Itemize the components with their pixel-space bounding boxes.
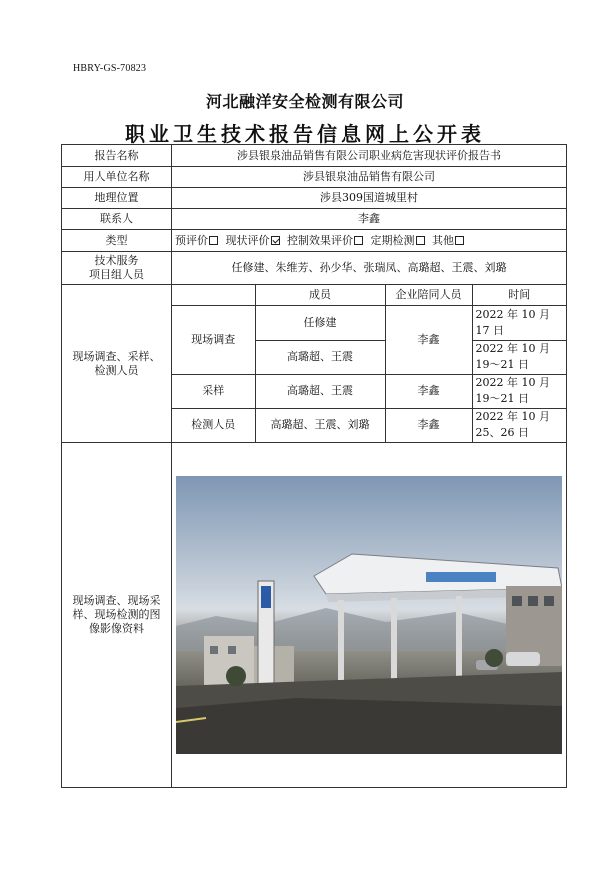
survey-time-1: 2022 年 10 月 17 日	[472, 305, 566, 340]
row-location	[62, 188, 567, 209]
sampling-escort: 李鑫	[385, 374, 472, 408]
checkbox-icon[interactable]	[209, 236, 218, 245]
fieldwork-subtable	[172, 285, 566, 442]
fieldwork-subtable-cell	[172, 285, 567, 443]
page-title: 职业卫生技术报告信息网上公开表	[125, 122, 485, 146]
sampling-label: 采样	[172, 374, 255, 408]
fieldwork-header-row	[172, 285, 566, 305]
row-type	[62, 230, 567, 252]
sampling-row	[172, 374, 566, 408]
row-report-name	[62, 145, 567, 167]
type-option-other[interactable]: 其他	[432, 234, 468, 247]
fieldwork-label-line2: 检测人员	[94, 363, 139, 377]
survey-label: 现场调查	[172, 305, 255, 374]
type-option-status-assessment[interactable]: 现状评价	[226, 234, 284, 247]
report-name-label: 报告名称	[62, 145, 172, 167]
fieldwork-label	[62, 285, 172, 443]
sampling-time: 2022 年 10 月 19～21 日	[472, 374, 566, 408]
checkbox-icon[interactable]	[416, 236, 425, 245]
survey-members-2: 高璐超、王震	[255, 340, 385, 374]
location-value: 涉县309国道城里村	[172, 188, 567, 209]
testing-row	[172, 408, 566, 442]
row-team	[62, 252, 567, 285]
team-label-line1: 技术服务	[94, 254, 139, 267]
disclosure-table	[61, 144, 567, 788]
checkbox-checked-icon[interactable]	[271, 236, 280, 245]
document-id: HBRY-GS-70823	[73, 63, 147, 74]
header-members: 成员	[255, 285, 385, 305]
images-label-line3: 像影像资料	[89, 622, 144, 635]
testing-label: 检测人员	[172, 408, 255, 442]
type-option-pre-assessment[interactable]: 预评价	[175, 234, 222, 247]
fieldwork-header-empty	[172, 285, 255, 305]
type-label: 类型	[62, 230, 172, 252]
images-label	[62, 443, 172, 788]
site-photo	[176, 476, 562, 754]
fieldwork-label-line1: 现场调查、采样、	[72, 349, 161, 363]
header-time: 时间	[472, 285, 566, 305]
testing-time: 2022 年 10 月 25、26 日	[472, 408, 566, 442]
company-name: 河北融洋安全检测有限公司	[205, 92, 404, 111]
employer-label: 用人单位名称	[62, 167, 172, 188]
employer-value: 涉县银泉油品销售有限公司	[172, 167, 567, 188]
type-option-control-effect[interactable]: 控制效果评价	[287, 234, 367, 247]
row-images	[62, 443, 567, 788]
location-label: 地理位置	[62, 188, 172, 209]
contact-label: 联系人	[62, 209, 172, 230]
checkbox-icon[interactable]	[354, 236, 363, 245]
survey-escort: 李鑫	[385, 305, 472, 374]
site-photo-cell	[172, 443, 567, 788]
survey-members-1: 任修建	[255, 305, 385, 340]
report-name-value: 涉县银泉油品销售有限公司职业病危害现状评价报告书	[172, 145, 567, 167]
header-company-escort: 企业陪同人员	[385, 285, 472, 305]
contact-value: 李鑫	[172, 209, 567, 230]
testing-escort: 李鑫	[385, 408, 472, 442]
row-fieldwork	[62, 285, 567, 443]
testing-members: 高璐超、王震、刘璐	[255, 408, 385, 442]
row-contact	[62, 209, 567, 230]
type-option-periodic-testing[interactable]: 定期检测	[371, 234, 429, 247]
row-employer	[62, 167, 567, 188]
images-label-line2: 样、现场检测的图	[72, 608, 161, 621]
type-options	[172, 230, 567, 252]
sampling-members: 高璐超、王震	[255, 374, 385, 408]
team-label-line2: 项目组人员	[89, 268, 144, 281]
team-value: 任修建、朱维芳、孙少华、张瑞凤、高璐超、王震、刘璐	[172, 252, 567, 285]
images-label-line1: 现场调查、现场采	[72, 594, 161, 607]
team-label	[62, 252, 172, 285]
checkbox-icon[interactable]	[455, 236, 464, 245]
survey-row-1	[172, 305, 566, 340]
gas-station-photo-icon	[176, 476, 562, 754]
survey-time-2: 2022 年 10 月 19～21 日	[472, 340, 566, 374]
